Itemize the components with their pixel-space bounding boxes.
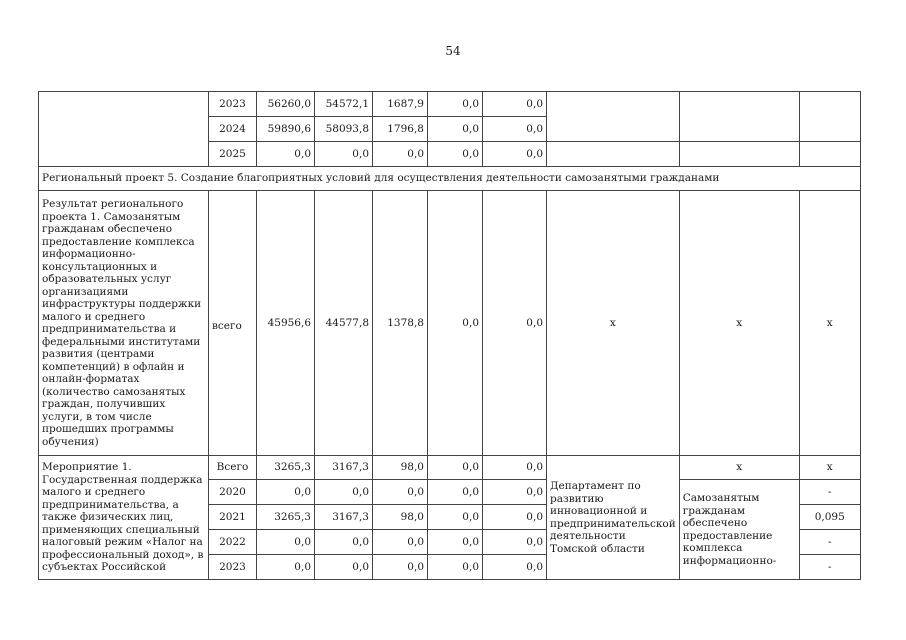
executor-cell: Департамент по развитию инновационной и предпринимательской деятельности Томской области	[547, 456, 680, 580]
indicator-cell: Самозанятым гражданам обеспечено предоставление комплекса информационно-	[679, 480, 799, 580]
table-row	[39, 191, 861, 456]
section-title: Региональный проект 5. Создание благоприятных условий для осуществления деятельности самозанятыми гражданами	[39, 167, 861, 191]
value-cell: 0,0	[373, 480, 428, 505]
value-cell: 0,0	[483, 555, 547, 580]
value-cell: 0,0	[428, 480, 483, 505]
value-cell: 0,0	[483, 142, 547, 167]
value-cell: 98,0	[373, 505, 428, 530]
year-cell: 2022	[209, 530, 257, 555]
value-cell: 0,0	[428, 92, 483, 117]
total-cell: 59890,6	[257, 117, 315, 142]
budget-table	[38, 91, 861, 580]
value-cell: 0,0	[428, 191, 483, 456]
year-cell: 2023	[209, 555, 257, 580]
page-number: 54	[445, 44, 461, 58]
empty-cell	[679, 142, 799, 167]
empty-cell	[547, 92, 680, 142]
value-cell: 0,0	[483, 191, 547, 456]
year-cell: 2023	[209, 92, 257, 117]
value-cell: 44577,8	[315, 191, 373, 456]
value-cell: 0,0	[483, 530, 547, 555]
year-cell: 2024	[209, 117, 257, 142]
value-cell: 0,0	[483, 456, 547, 480]
value-cell: 0,0	[483, 117, 547, 142]
value-cell: 0,0	[483, 505, 547, 530]
value-cell: 0,0	[428, 530, 483, 555]
empty-cell	[547, 142, 680, 167]
total-cell: 3265,3	[257, 456, 315, 480]
value-cell: 0,0	[428, 505, 483, 530]
total-cell: 0,0	[257, 142, 315, 167]
value-cell: 0,0	[483, 480, 547, 505]
x-mark: x	[547, 191, 680, 456]
value-cell: 54572,1	[315, 92, 373, 117]
total-cell: 3265,3	[257, 505, 315, 530]
indicator-value: -	[799, 555, 860, 580]
x-mark: x	[799, 191, 860, 456]
value-cell: 0,0	[315, 555, 373, 580]
empty-cell	[799, 142, 860, 167]
value-cell: 0,0	[428, 456, 483, 480]
year-cell: всего	[209, 191, 257, 456]
result-description: Результат регионального проекта 1. Самозанятым гражданам обеспечено предоставление комплекса информационно-консультационных и образовательных услуг организациями инфраструктуры поддержки малого и среднего предпринимательства и федеральными институтами развития (центрами компетенций) в офлайн и онлайн-форматах (количество самозанятых граждан, получивших услуги, в том числе прошедших программы обучения)	[39, 191, 209, 456]
table-row	[39, 92, 861, 117]
value-cell: 0,0	[315, 530, 373, 555]
value-cell: 0,0	[483, 92, 547, 117]
value-cell: 3167,3	[315, 505, 373, 530]
measure-description: Мероприятие 1. Государственная поддержка малого и среднего предпринимательства, а также физических лиц, применяющих специальный налоговый режим «Налог на профессиональный доход», в субъектах Российской	[39, 456, 209, 580]
empty-cell	[39, 92, 209, 167]
value-cell: 0,0	[373, 530, 428, 555]
year-cell: 2025	[209, 142, 257, 167]
value-cell: 0,0	[373, 555, 428, 580]
total-cell: 0,0	[257, 480, 315, 505]
year-cell: 2021	[209, 505, 257, 530]
indicator-value: -	[799, 480, 860, 505]
total-cell: 0,0	[257, 555, 315, 580]
value-cell: 0,0	[373, 142, 428, 167]
value-cell: 3167,3	[315, 456, 373, 480]
value-cell: 0,0	[315, 480, 373, 505]
value-cell: 98,0	[373, 456, 428, 480]
value-cell: 0,0	[428, 555, 483, 580]
value-cell: 0,0	[428, 142, 483, 167]
value-cell: 1796,8	[373, 117, 428, 142]
indicator-value: -	[799, 530, 860, 555]
value-cell: 0,0	[315, 142, 373, 167]
value-cell: 1378,8	[373, 191, 428, 456]
empty-cell	[799, 92, 860, 142]
value-cell: 1687,9	[373, 92, 428, 117]
total-cell: 56260,0	[257, 92, 315, 117]
value-cell: 0,0	[428, 117, 483, 142]
total-cell: 45956,6	[257, 191, 315, 456]
total-cell: 0,0	[257, 530, 315, 555]
empty-cell	[679, 92, 799, 142]
year-cell: Всего	[209, 456, 257, 480]
x-mark: x	[679, 191, 799, 456]
indicator-value: x	[799, 456, 860, 480]
year-cell: 2020	[209, 480, 257, 505]
section-row	[39, 167, 861, 191]
table-row	[39, 456, 861, 480]
value-cell: 58093,8	[315, 117, 373, 142]
x-mark: x	[679, 456, 799, 480]
indicator-value: 0,095	[799, 505, 860, 530]
